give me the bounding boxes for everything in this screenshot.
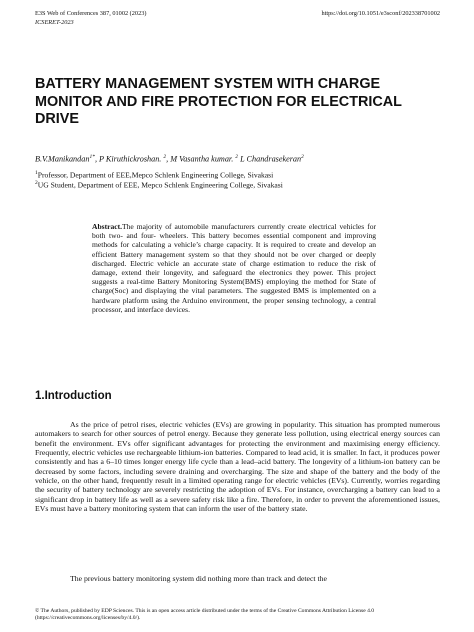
abstract-label: Abstract. [92,222,122,231]
author-1: B.V.Manikandan [35,154,90,164]
author-4: L Chandrasekeran [240,154,302,164]
author-3-mark: 2 [235,154,239,160]
affiliation-2-text: UG Student, Department of EEE, Mepco Schlenk Engineering College, Sivakasi [37,180,283,190]
affiliation-1-mark: 1 [35,170,38,176]
license-footer: © The Authors, published by EDP Sciences. This is an open access article distributed under the terms of the Creative Commons Attribution License 4.0 (https://creativecommons.org/licenses/by/4.0/). [35,608,375,622]
abstract [92,222,376,314]
journal-citation: E3S Web of Conferences 387, 01002 (2023) [35,10,147,17]
affiliation-1 [35,170,445,180]
author-list: B.V.Manikandan$^{1*}$, P Kiruthickroshan. $^2$, M Vasantha kumar. $^2$ L Chandrasekeran$^2$ [35,154,304,164]
running-header-left [35,10,146,27]
doi-link[interactable]: https://doi.org/10.1051/e3sconf/202338701002 [321,10,440,17]
intro-paragraph-1: As the price of petrol rises, electric vehicles (EVs) are growing in popularity. This situation has prompted numerous automakers to search for other sources of petrol energy. Because they generate less pollution, using electrical energy sources can benefit the environment. EVs offer significant advantages for protecting the environment and maximising energy efficiency. Frequently, electric vehicles use rechargeable lithium-ion batteries. Compared to lead acid, it is smaller. In fact, it produces power consistently and has a 6–10 times longer energy life cycle than a lead–acid battery. The longevity of a lithium-ion battery can be decreased by some factors, including severe draining and overcharging. The size and shape of the battery and the body of the vehicle, on the other hand, frequently result in a limited operating range for electric vehicles (EVs). Currently, worries regarding the security of battery technology are severely restricting the adoption of EVs. For instance, overcharging a battery can lead to a significant drop in battery life as well as a severe safety risk like a fire. Therefore, in order to prevent the aforementioned issues, EVs must have a battery monitoring system that can inform the user of the battery state. [35,420,440,514]
conference-name: ICSERET-2023 [35,18,74,26]
author-1-mark: 1* [89,154,95,160]
author-2-mark: 2 [163,154,167,160]
author-2: P Kiruthickroshan. [99,154,162,164]
paper-title: BATTERY MANAGEMENT SYSTEM WITH CHARGE MONITOR AND FIRE PROTECTION FOR ELECTRICAL DRIVE [35,76,402,127]
affiliation-2-mark: 2 [35,180,38,186]
author-4-mark: 2 [301,154,304,160]
author-3: M Vasantha kumar. [170,154,234,164]
section-heading-introduction: 1.Introduction [35,390,112,402]
intro-paragraph-2: The previous battery monitoring system did nothing more than track and detect the [70,574,327,583]
affiliation-2 [35,180,445,190]
affiliation-1-text: Professor, Department of EEE,Mepco Schlenk Engineering College, Sivakasi [37,170,274,180]
abstract-text: The majority of automobile manufacturers currently create electrical vehicles for both two- and four- wheelers. This battery becomes essential component and improving methods for calculating a vehicle’s charge capacity. It is required to create and develop an efficient Battery management system so that they should not be over charged or deeply discharged. Electric vehicle an accurate state of charge estimation to reduce the risk of damage, extend their longevity, and safeguard the electronics they power. This project suggests a real-time Battery Monitoring System(BMS) employing the method for State of charge(Soc) and displaying the vital parameters. The suggested BMS is implemented on a hardware platform using the Arduino environment, the proper sensing technology, a central processor, and interface devices. [92,222,376,314]
